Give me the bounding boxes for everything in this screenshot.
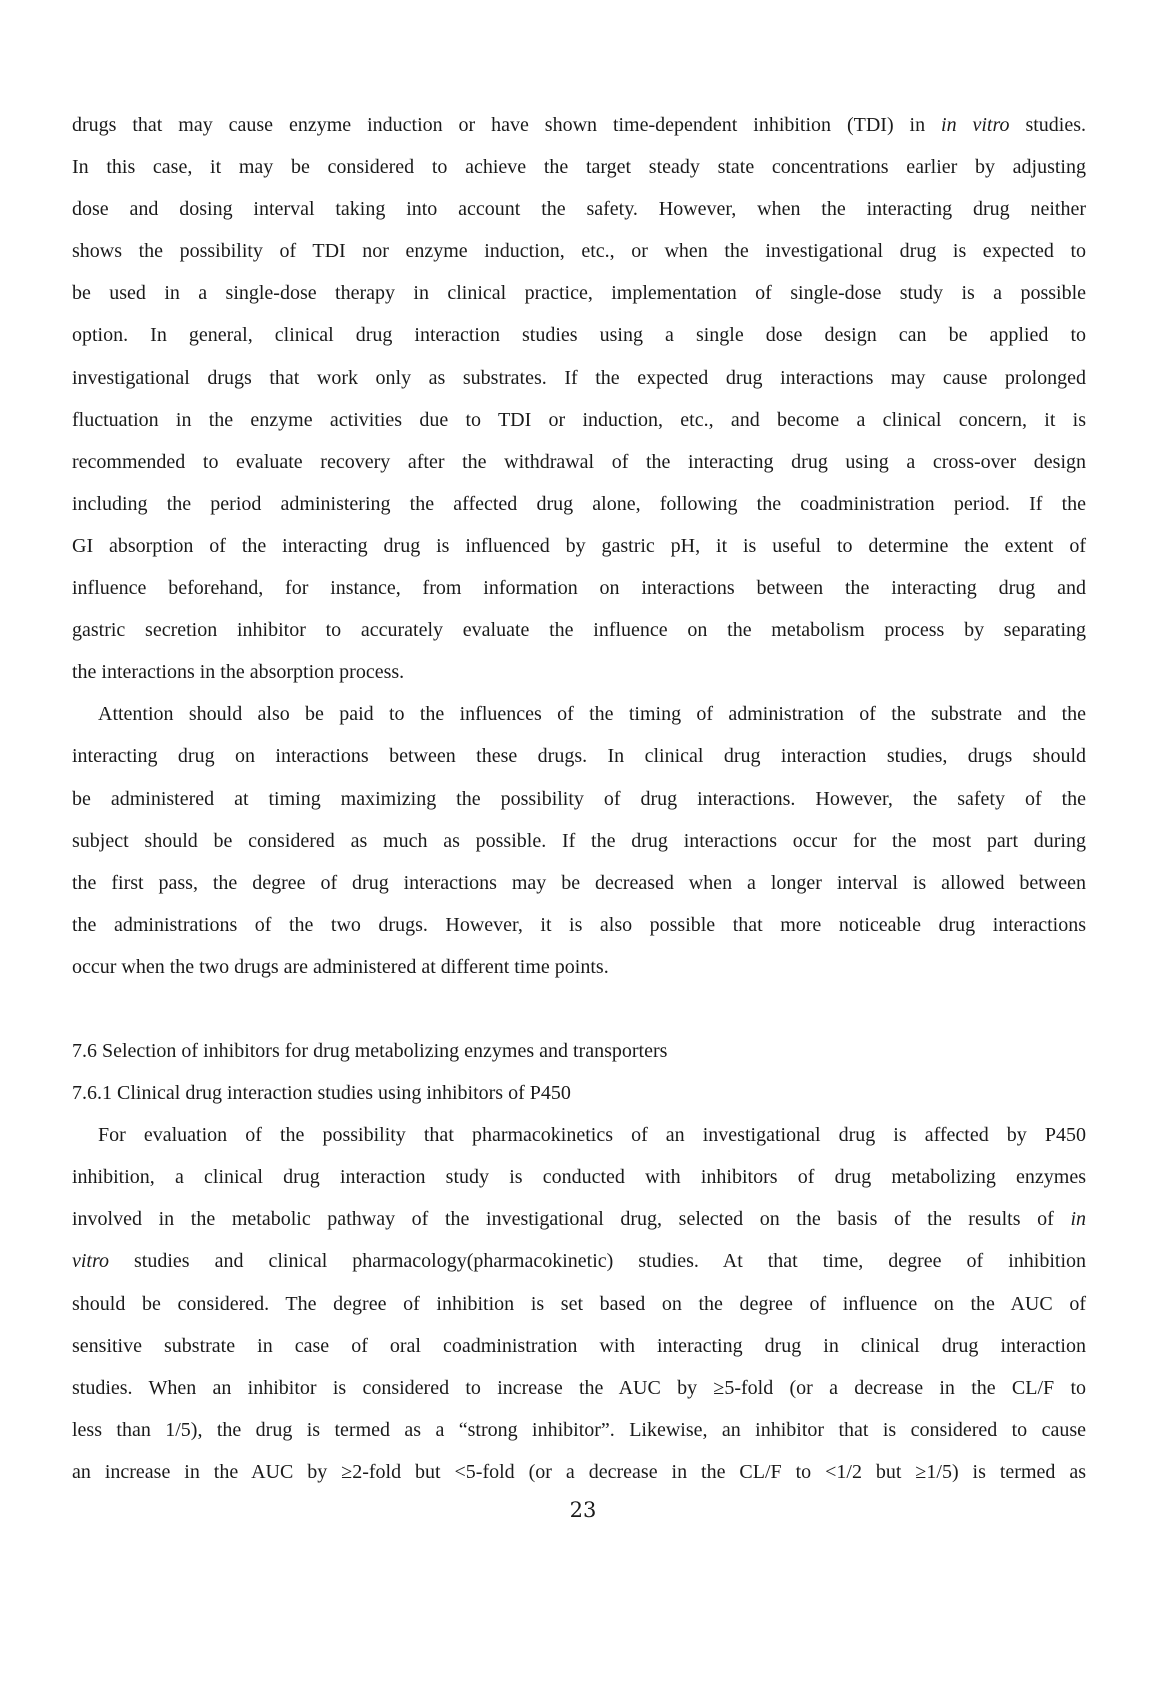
document-page bbox=[72, 104, 1086, 1493]
text-line: influence beforehand, for instance, from information on interactions between the interacting drug and bbox=[72, 577, 1086, 600]
subsection-heading: 7.6.1 Clinical drug interaction studies using inhibitors of P450 bbox=[72, 1082, 571, 1105]
text-line: be used in a single-dose therapy in clinical practice, implementation of single-dose study is a possible bbox=[72, 282, 1086, 305]
text-line: sensitive substrate in case of oral coadministration with interacting drug in clinical drug interaction bbox=[72, 1334, 1086, 1357]
paragraph-dose-design bbox=[72, 104, 1086, 693]
text-line: vitro studies and clinical pharmacology(pharmacokinetic) studies. At that time, degree of inhibition bbox=[72, 1250, 1086, 1273]
text-line: GI absorption of the interacting drug is influenced by gastric pH, it is useful to determine the extent of bbox=[72, 534, 1086, 557]
paragraph-timing bbox=[72, 693, 1086, 988]
text-line: including the period administering the affected drug alone, following the coadministration period. If the bbox=[72, 492, 1086, 515]
italic-term: in vitro bbox=[941, 114, 1010, 136]
text-line: interacting drug on interactions between these drugs. In clinical drug interaction studies, drugs should bbox=[72, 745, 1086, 768]
italic-term: vitro bbox=[72, 1250, 110, 1273]
page-number: 23 bbox=[569, 1498, 597, 1522]
text-line: In this case, it may be considered to achieve the target steady state concentrations earlier by adjusting bbox=[72, 156, 1086, 179]
text-line: option. In general, clinical drug interaction studies using a single dose design can be applied to bbox=[72, 324, 1086, 347]
text-line: be administered at timing maximizing the possibility of drug interactions. However, the safety of the bbox=[72, 787, 1086, 810]
text-line: the interactions in the absorption process. bbox=[72, 661, 405, 684]
text-line: an increase in the AUC by ≥2-fold but <5-fold (or a decrease in the CL/F to <1/2 but ≥1/5) is termed as bbox=[72, 1460, 1086, 1483]
paragraph-p450-inhibition bbox=[72, 1114, 1086, 1493]
text-line: less than 1/5), the drug is termed as a “strong inhibitor”. Likewise, an inhibitor that is considered to cause bbox=[72, 1418, 1086, 1441]
text-line: occur when the two drugs are administered at different time points. bbox=[72, 955, 609, 978]
text-line: shows the possibility of TDI nor enzyme induction, etc., or when the investigational drug is expected to bbox=[72, 240, 1086, 263]
text-line: drugs that may cause enzyme induction or have shown time-dependent inhibition (TDI) in in vitro studies. bbox=[72, 114, 1087, 136]
text-line: investigational drugs that work only as substrates. If the expected drug interactions may cause prolonged bbox=[72, 366, 1086, 389]
text-line: the administrations of the two drugs. However, it is also possible that more noticeable drug interactions bbox=[72, 913, 1086, 936]
text-line: recommended to evaluate recovery after the withdrawal of the interacting drug using a cross-over design bbox=[72, 450, 1086, 473]
text-line: fluctuation in the enzyme activities due to TDI or induction, etc., and become a clinical concern, it is bbox=[72, 408, 1086, 431]
text-line: For evaluation of the possibility that pharmacokinetics of an investigational drug is affected by P450 bbox=[98, 1124, 1086, 1147]
section-spacer bbox=[72, 988, 1086, 1030]
text-line: should be considered. The degree of inhibition is set based on the degree of influence on the AUC of bbox=[72, 1292, 1086, 1315]
text-line: subject should be considered as much as possible. If the drug interactions occur for the most part during bbox=[72, 829, 1086, 852]
section-heading: 7.6 Selection of inhibitors for drug metabolizing enzymes and transporters bbox=[72, 1039, 668, 1062]
text-line: inhibition, a clinical drug interaction study is conducted with inhibitors of drug metabolizing enzymes bbox=[72, 1166, 1086, 1189]
text-line: gastric secretion inhibitor to accurately evaluate the influence on the metabolism process by separating bbox=[72, 619, 1086, 642]
text-line: involved in the metabolic pathway of the investigational drug, selected on the basis of the results of in bbox=[72, 1208, 1086, 1231]
italic-term: in bbox=[1070, 1208, 1086, 1231]
text-line: studies. When an inhibitor is considered to increase the AUC by ≥5-fold (or a decrease in the CL/F to bbox=[72, 1376, 1086, 1399]
text-line: Attention should also be paid to the influences of the timing of administration of the substrate and the bbox=[98, 703, 1086, 726]
text-line: dose and dosing interval taking into account the safety. However, when the interacting drug neither bbox=[72, 198, 1086, 221]
text-line: the first pass, the degree of drug interactions may be decreased when a longer interval is allowed between bbox=[72, 871, 1086, 894]
